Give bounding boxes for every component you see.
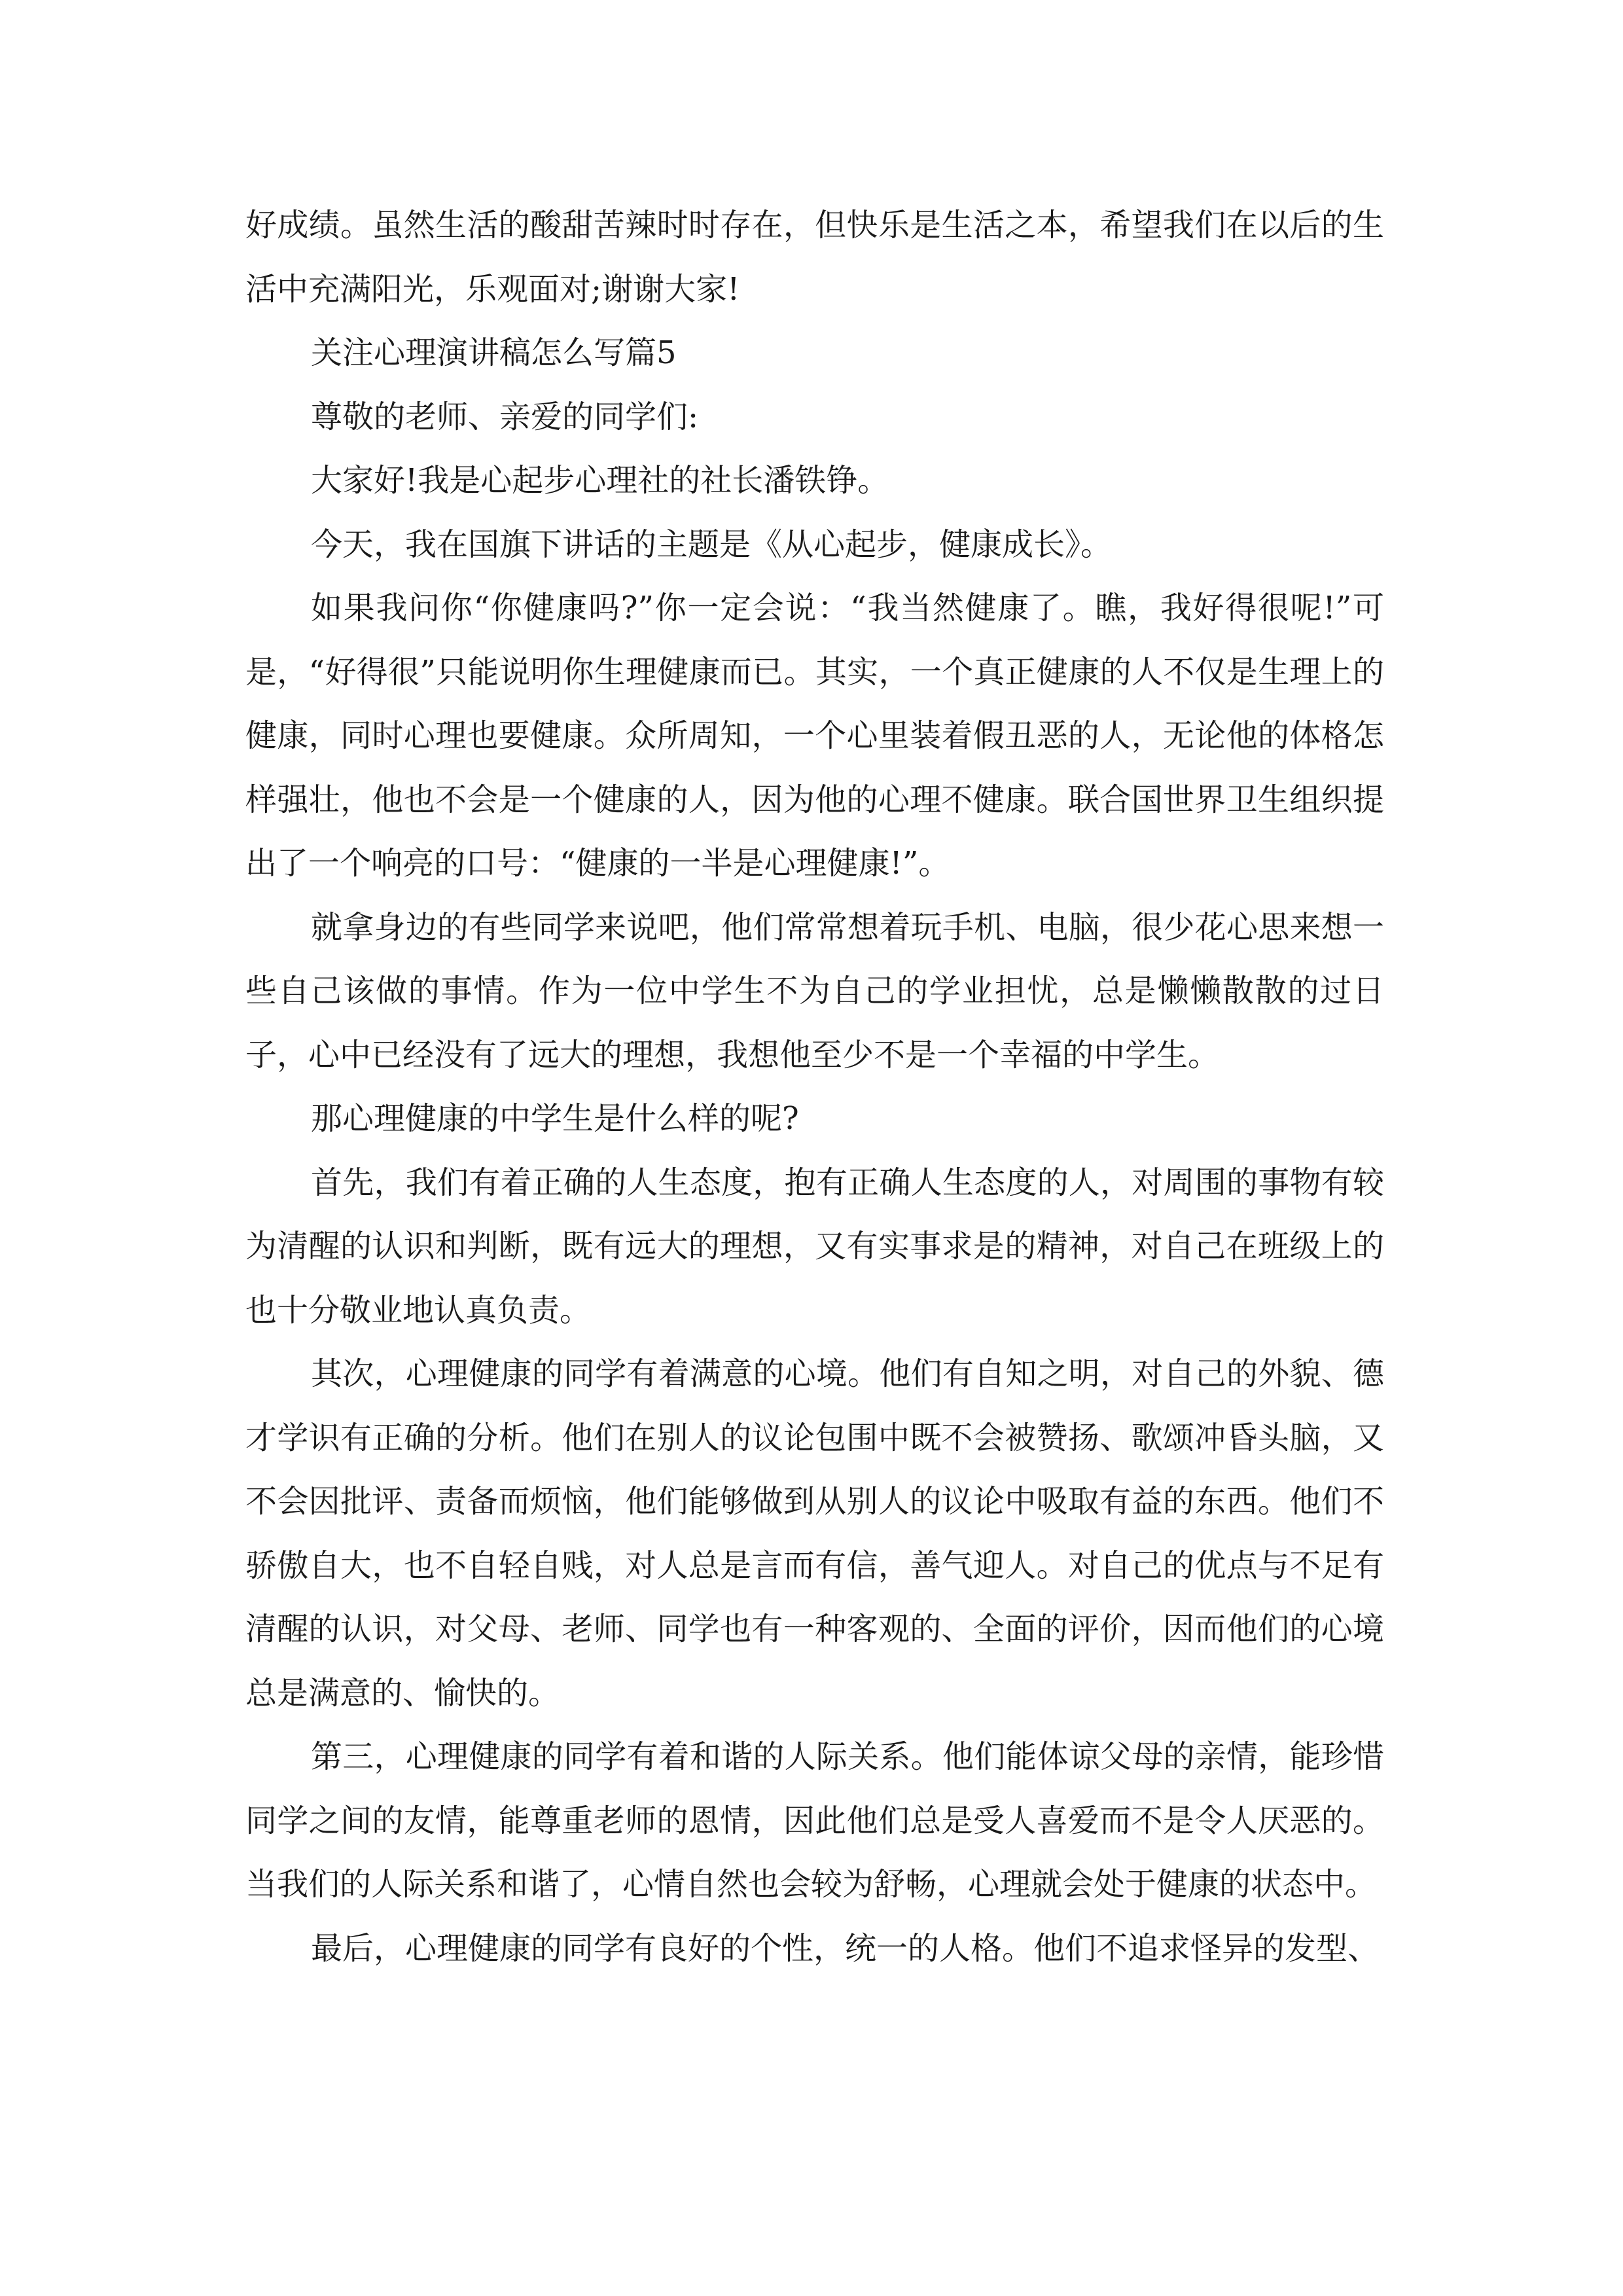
paragraph: 大家好!我是心起步心理社的社长潘铁铮。 — [311, 462, 889, 499]
paragraph: 那心理健康的中学生是什么样的呢? — [311, 1100, 799, 1137]
paragraph: 最后，心理健康的同学有良好的个性，统一的人格。他们不追求怪异的发型、 — [311, 1929, 1380, 1967]
paragraph: 首先，我们有着正确的人生态度，抱有正确人生态度的人，对周围的事物有较为清醒的认识和判断，既有远大的理想，又有实事求是的精神，对自己在班级上的也十分敬业地认真负责。 — [245, 1164, 1384, 1329]
paragraph: 就拿身边的有些同学来说吧，他们常常想着玩手机、电脑，很少花心思来想一些自己该做的事情。作为一位中学生不为自己的学业担忧，总是懒懒散散的过日子，心中已经没有了远大的理想，我想他至少不是一个幸福的中学生。 — [245, 908, 1384, 1073]
paragraph-continued: 好成绩。虽然生活的酸甜苦辣时时存在，但快乐是生活之本，希望我们在以后的生活中充满阳光，乐观面对;谢谢大家! — [245, 207, 1384, 308]
section-heading: 关注心理演讲稿怎么写篇5 — [311, 334, 677, 371]
paragraph: 其次，心理健康的同学有着满意的心境。他们有自知之明，对自己的外貌、德才学识有正确的分析。他们在别人的议论包围中既不会被赞扬、歌颂冲昏头脑，又不会因批评、责备而烦恼，他们能够做到从别人的议论中吸取有益的东西。他们不骄傲自大，也不自轻自贱，对人总是言而有信，善气迎人。对自己的优点与不足有清醒的认识，对父母、老师、同学也有一种客观的、全面的评价，因而他们的心境总是满意的、愉快的。 — [245, 1355, 1384, 1712]
salutation: 尊敬的老师、亲爱的同学们: — [311, 398, 699, 435]
document-body — [245, 194, 1384, 1981]
paragraph: 第三，心理健康的同学有着和谐的人际关系。他们能体谅父母的亲情，能珍惜同学之间的友情，能尊重老师的恩情，因此他们总是受人喜爱而不是令人厌恶的。当我们的人际关系和谐了，心情自然也会较为舒畅，心理就会处于健康的状态中。 — [245, 1738, 1384, 1903]
paragraph: 今天，我在国旗下讲话的主题是《从心起步，健康成长》。 — [311, 526, 1113, 563]
paragraph: 如果我问你“你健康吗?”你一定会说：“我当然健康了。瞧，我好得很呢!”可是，“好得很”只能说明你生理健康而已。其实，一个真正健康的人不仅是生理上的健康，同时心理也要健康。众所周知，一个心里装着假丑恶的人，无论他的体格怎样强壮，他也不会是一个健康的人，因为他的心理不健康。联合国世界卫生组织提出了一个响亮的口号：“健康的一半是心理健康!”。 — [245, 590, 1384, 882]
